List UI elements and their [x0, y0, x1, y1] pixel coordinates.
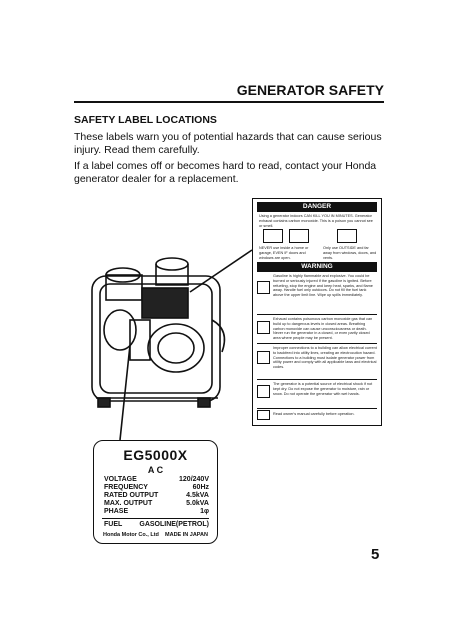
danger-intro: Using a generator indoors CAN KILL YOU IN MINUTES. Generator exhaust contains carbon monoxide. This is a poison you cannot see or smell.: [259, 214, 373, 228]
spec-value: 120/240V: [179, 476, 209, 483]
warning-connection-text: Improper connections to a building can allow electrical current to backfeed into utility lines, creating an electrocution hazard. Connections to a building must isolate generator power from utility power and comply with all applicable laws and electrical codes.: [273, 346, 377, 370]
spec-value: 60Hz: [192, 484, 209, 491]
page-header-title: GENERATOR SAFETY: [236, 82, 384, 98]
spec-row: [104, 476, 209, 484]
warning-heading: WARNING: [257, 262, 377, 272]
model-current-type: A C: [147, 465, 164, 475]
spec-label: MAX. OUTPUT: [104, 500, 153, 507]
country-of-origin: MADE IN JAPAN: [165, 532, 209, 538]
spec-label: VOLTAGE: [104, 476, 137, 483]
spec-label: FREQUENCY: [104, 484, 148, 491]
manufacturer-name: Honda Motor Co., Ltd: [102, 532, 159, 538]
fuel-label: FUEL: [104, 521, 123, 528]
warning-divider: [257, 314, 377, 315]
model-nameplate: [93, 440, 218, 544]
shock-icon: [257, 385, 270, 398]
spec-row: [104, 500, 209, 508]
spec-value: 5.0kVA: [186, 500, 209, 507]
safety-label-panel: [252, 198, 382, 426]
danger-outside-caption: Only use OUTSIDE and far away from windows, doors, and vents.: [323, 246, 377, 260]
outdoor-generator-icon: [337, 229, 357, 243]
warning-divider: [257, 379, 377, 380]
spec-label: PHASE: [104, 508, 129, 515]
spec-row: [104, 484, 209, 492]
exhaust-icon: [257, 321, 270, 334]
warning-divider: [257, 408, 377, 409]
danger-never-indoors-caption: NEVER use inside a home or garage, EVEN IF doors and windows are open.: [259, 246, 309, 260]
fuel-row: [104, 521, 209, 529]
spec-row: [104, 508, 209, 516]
spec-value: 4.5kVA: [186, 492, 209, 499]
manufacturer-line: [100, 532, 211, 538]
house-icon: [263, 229, 283, 243]
garage-icon: [289, 229, 309, 243]
section-title: SAFETY LABEL LOCATIONS: [74, 114, 217, 126]
spec-row: [104, 492, 209, 500]
fuel-value: GASOLINE(PETROL): [139, 521, 209, 528]
spec-label: RATED OUTPUT: [104, 492, 159, 499]
warning-exhaust-text: Exhaust contains poisonous carbon monoxide gas that can build up to dangerous levels in closed areas. Breathing carbon monoxide can cause unconsciousness or death. Never run the generator in a closed, or even partly closed area where people may be present.: [273, 317, 373, 341]
warning-fuel-text: Gasoline is highly flammable and explosive. You could be burned or seriously injured if the gasoline is ignited. Before refueling, stop the engine and keep heat, sparks, and flame away. Handle fuel only outdoors. Do not fill the fuel tank above the upper limit line. Wipe up spills immediately.: [273, 274, 373, 298]
warning-divider: [257, 343, 377, 344]
model-name: EG5000X: [123, 447, 188, 463]
warning-shock-text: The generator is a potential source of electrical shock if not kept dry. Do not expose the generator to moisture, rain or snow. Do not operate the generator with wet hands.: [273, 382, 373, 396]
warning-manual-text: Read owner's manual carefully before operation.: [273, 412, 355, 416]
replacement-paragraph: If a label comes off or becomes hard to read, contact your Honda generator dealer for a replacement.: [74, 160, 377, 185]
danger-heading: DANGER: [257, 202, 377, 212]
spec-value: 1φ: [200, 508, 209, 515]
page-number: 5: [371, 546, 380, 563]
flame-icon: [257, 281, 270, 294]
electrical-connection-icon: [257, 351, 270, 364]
manual-book-icon: [257, 410, 270, 420]
intro-paragraph: These labels warn you of potential hazards that can cause serious injury. Read them carefully.: [74, 131, 382, 156]
spec-divider: [102, 518, 209, 519]
